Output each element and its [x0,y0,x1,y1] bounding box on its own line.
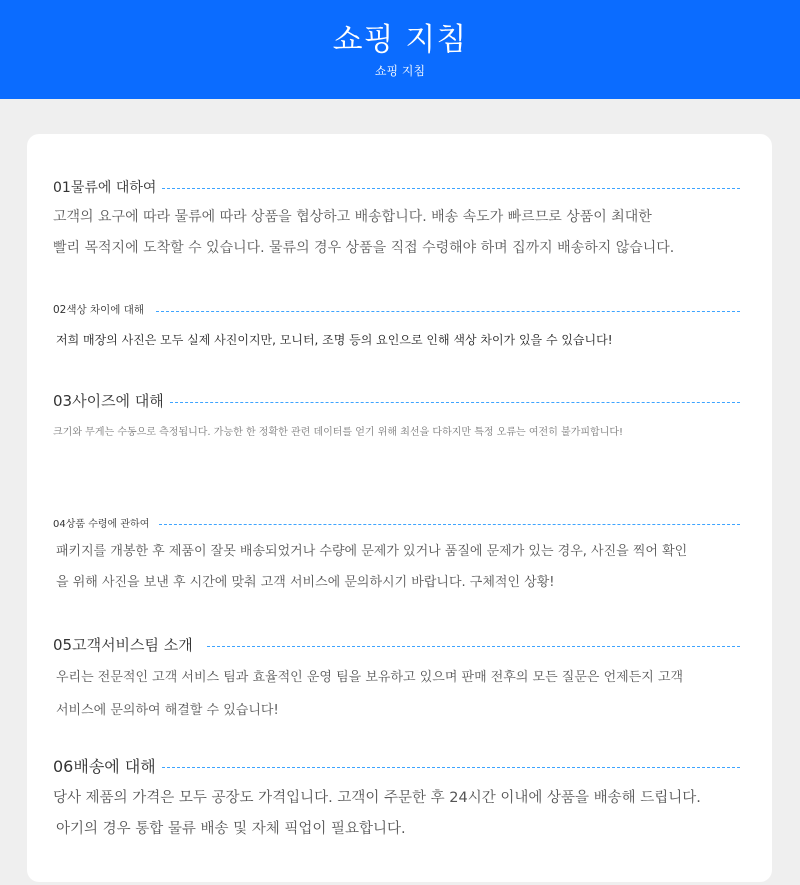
section-line: 고객의 요구에 따라 물류에 따라 상품을 협상하고 배송합니다. 배송 속도가 빠르므로 상품이 최대한 [53,209,652,225]
section-text [53,783,740,845]
dashed-divider [159,524,740,525]
section-heading-row [53,754,740,777]
section-heading-row [53,302,740,317]
page-title: 쇼핑 지침 [332,22,468,58]
section-heading-row [53,634,740,655]
dashed-divider [162,188,740,189]
dashed-divider [170,402,740,403]
section-text [53,661,740,727]
dashed-divider [207,646,740,647]
section-line: 패키지를 개봉한 후 제품이 잘못 배송되었거나 수량에 문제가 있거나 품질에 문제가 있는 경우, 사진을 찍어 확인 [56,544,688,559]
page-subtitle: 쇼핑 지침 [374,64,426,78]
section-line: 을 위해 사진을 보낸 후 시간에 맞춰 고객 서비스에 문의하시기 바랍니다. 구체적인 상황! [56,575,555,590]
section-heading: 03사이즈에 대해 [53,392,164,410]
section-customer-service [53,634,740,727]
section-shipping [53,754,740,845]
dashed-divider [162,767,740,768]
section-text [53,202,740,264]
section-text [53,536,740,598]
section-line: 당사 제품의 가격은 모두 공장도 가격입니다. 고객이 주문한 후 24시간 이내에 상품을 배송해 드립니다. [53,790,701,806]
section-size [53,390,740,442]
section-receiving [53,515,740,598]
header-banner [0,0,800,99]
section-line: 서비스에 문의하여 해결할 수 있습니다! [56,703,279,718]
section-heading-row [53,515,740,530]
guide-card [27,134,772,882]
section-heading-row [53,177,740,197]
section-logistics [53,177,740,264]
section-line: 아기의 경우 통합 물류 배송 및 자체 픽업이 필요합니다. [56,821,406,837]
section-heading-row [53,390,740,411]
section-heading: 05고객서비스팀 소개 [53,636,193,654]
section-line: 빨리 목적지에 도착할 수 있습니다. 물류의 경우 상품을 직접 수령해야 하며 집까지 배송하지 않습니다. [53,240,675,256]
section-line: 우리는 전문적인 고객 서비스 팀과 효율적인 운영 팀을 보유하고 있으며 판매 전후의 모든 질문은 언제든지 고객 [56,670,684,685]
section-heading: 01물류에 대하여 [53,180,157,196]
section-heading: 06배송에 대해 [53,757,156,776]
section-heading: 02색상 차이에 대해 [53,304,145,316]
section-text: 저희 매장의 사진은 모두 실제 사진이지만, 모니터, 조명 등의 요인으로 인해 색상 차이가 있을 수 있습니다! [56,333,613,347]
section-color-difference [53,302,740,349]
dashed-divider [156,311,740,312]
section-heading: 04상품 수령에 관하여 [53,519,150,530]
section-text: 크기와 무게는 수동으로 측정됩니다. 가능한 한 정확한 관련 데이터를 얻기 위해 최선을 다하지만 특정 오류는 여전히 불가피합니다! [53,427,624,438]
